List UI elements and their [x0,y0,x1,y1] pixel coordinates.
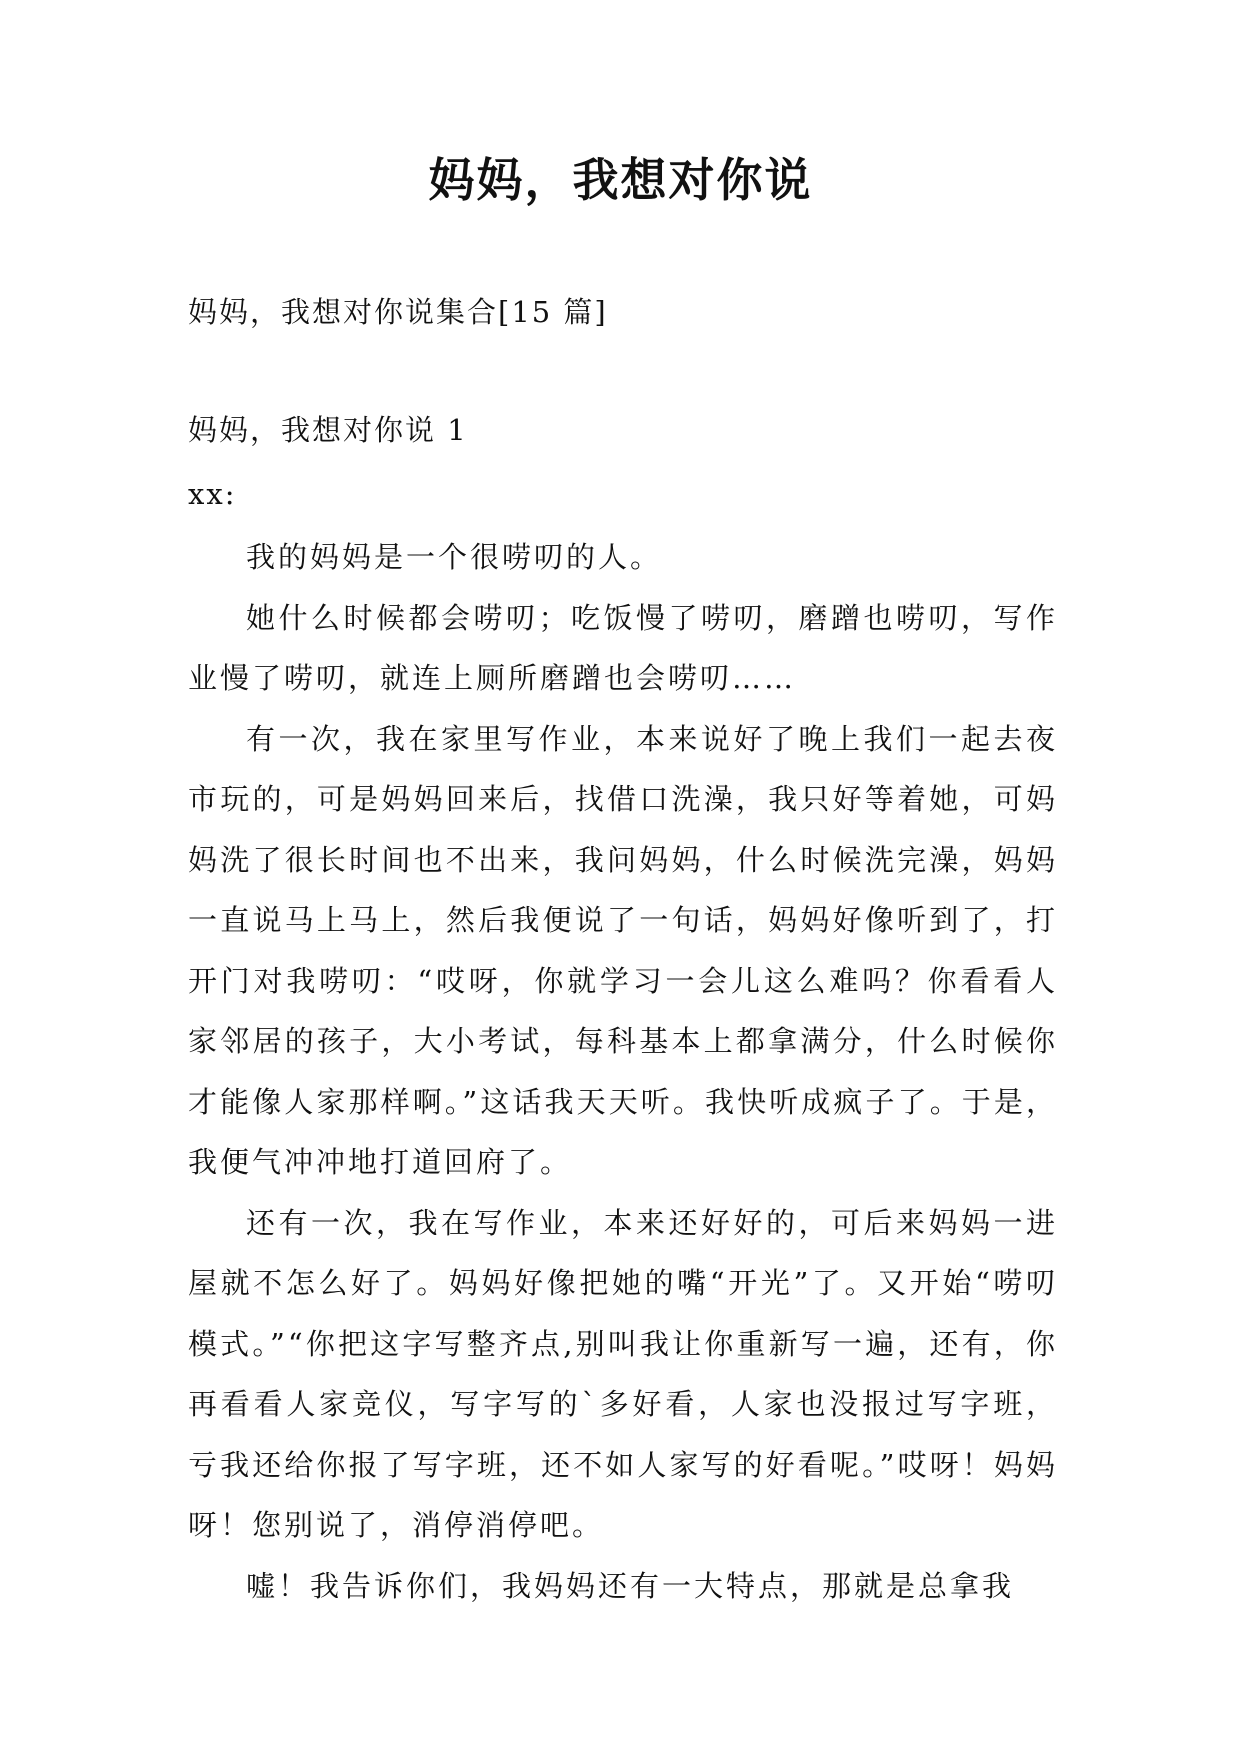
body-paragraph: 嘘！我告诉你们，我妈妈还有一大特点，那就是总拿我 [246,1568,1015,1603]
document-subtitle: 妈妈，我想对你说集合[15 篇] [188,295,608,329]
letter-salutation: xx: [188,477,237,511]
body-paragraph: 她什么时候都会唠叨；吃饭慢了唠叨，磨蹭也唠叨，写作业慢了唠叨，就连上厕所磨蹭也会唠叨…… [188,600,1058,695]
section-heading: 妈妈，我想对你说 1 [188,413,468,447]
body-paragraph: 有一次，我在家里写作业，本来说好了晚上我们一起去夜市玩的，可是妈妈回来后，找借口洗澡，我只好等着她，可妈妈洗了很长时间也不出来，我问妈妈，什么时候洗完澡，妈妈一直说马上马上，然后我便说了一句话，妈妈好像听到了，打开门对我唠叨：“哎呀，你就学习一会儿这么难吗？你看看人家邻居的孩子，大小考试，每科基本上都拿满分，什么时候你才能像人家那样啊。”这话我天天听。我快听成疯子了。于是，我便气冲冲地打道回府了。 [188,721,1058,1179]
letter-body [188,527,1058,1616]
document-title: 妈妈，我想对你说 [428,153,813,207]
body-paragraph: 还有一次，我在写作业，本来还好好的，可后来妈妈一进屋就不怎么好了。妈妈好像把她的嘴“开光”了。又开始“唠叨模式。”“你把这字写整齐点,别叫我让你重新写一遍，还有，你再看看人家竞仪，写字写的`多好看，人家也没报过写字班，亏我还给你报了写字班，还不如人家写的好看呢。”哎呀！妈妈呀！您别说了，消停消停吧。 [188,1205,1058,1542]
body-paragraph: 我的妈妈是一个很唠叨的人。 [246,540,663,574]
